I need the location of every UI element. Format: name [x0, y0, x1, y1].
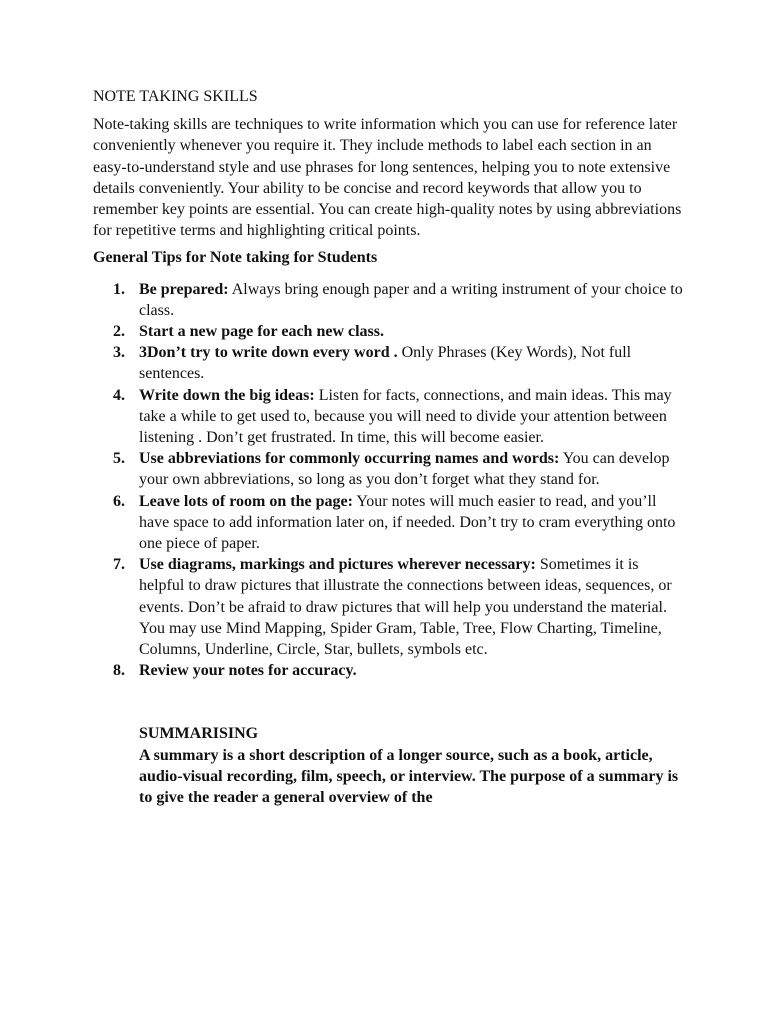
tip-number: 3. [113, 344, 125, 362]
summary-paragraph: A summary is a short description of a longer source, such as a book, article, audio-visual recording, film, speech, or interview. The purpose of a summary is to give the reader a general overview of the [139, 746, 679, 807]
document-page [93, 86, 683, 808]
tips-heading: General Tips for Note taking for Students [93, 249, 378, 267]
tip-number: 1. [113, 280, 125, 298]
tip-lead: Review your notes for accuracy. [139, 662, 357, 680]
tip-lead: Use abbreviations for commonly occurring names and words: [139, 450, 560, 468]
tip-lead: Be prepared: [139, 280, 229, 298]
tip-text: Your notes will much easier to read, and you’ll have space to add information later on, if needed. Don’t try to cram everything onto one piece of paper. [139, 492, 676, 553]
tip-text: Always bring enough paper and a writing instrument of your choice to class. [139, 280, 683, 319]
tip-item-2 [93, 321, 683, 342]
tip-item-7 [93, 554, 683, 660]
tip-lead: Write down the big ideas: [139, 386, 315, 404]
tip-lead: 3Don’t try to write down every word . [139, 344, 398, 362]
tip-text: Listen for facts, connections, and main ideas. This may take a while to get used to, because you will need to divide your attention between listening . Don’t get frustrated. In time, this will become easier. [139, 386, 672, 447]
summary-section [93, 723, 683, 808]
tip-item-4 [93, 385, 683, 449]
tip-number: 6. [113, 492, 125, 510]
document-title: NOTE TAKING SKILLS [93, 88, 258, 105]
tip-lead: Leave lots of room on the page: [139, 492, 353, 510]
tip-number: 2. [113, 323, 125, 341]
tip-item-1 [93, 279, 683, 321]
tip-text: Sometimes it is helpful to draw pictures that illustrate the connections between ideas, sequences, or events. Don’t be afraid to draw pictures that will help you understand the material. You may use Mind Mapping, Spider Gram, Table, Tree, Flow Charting, Timeline, Columns, Underline, Circle, Star, bullets, symbols etc. [139, 556, 672, 659]
tip-text: Only Phrases (Key Words), Not full sentences. [139, 344, 632, 383]
tip-number: 8. [113, 662, 125, 680]
tip-text: You can develop your own abbreviations, so long as you don’t forget what they stand for. [139, 450, 670, 489]
tip-number: 5. [113, 450, 125, 468]
intro-paragraph: Note-taking skills are techniques to write information which you can use for reference later conveniently whenever you require it. They include methods to label each section in an easy-to-understand style and use phrases for long sentences, helping you to note extensive details conveniently. Your ability to be concise and record keywords that allow you to remember key points are essential. You can create high-quality notes by using abbreviations for repetitive terms and highlighting critical points. [93, 116, 682, 240]
tip-item-3 [93, 342, 683, 384]
tip-item-8 [93, 660, 683, 681]
tip-lead: Start a new page for each new class. [139, 323, 385, 341]
tip-item-5 [93, 448, 683, 490]
tip-item-6 [93, 491, 683, 555]
tip-number: 4. [113, 386, 125, 404]
tip-lead: Use diagrams, markings and pictures wherever necessary: [139, 556, 536, 574]
tip-number: 7. [113, 556, 125, 574]
summary-heading: SUMMARISING [139, 725, 259, 743]
tips-list [93, 279, 683, 682]
